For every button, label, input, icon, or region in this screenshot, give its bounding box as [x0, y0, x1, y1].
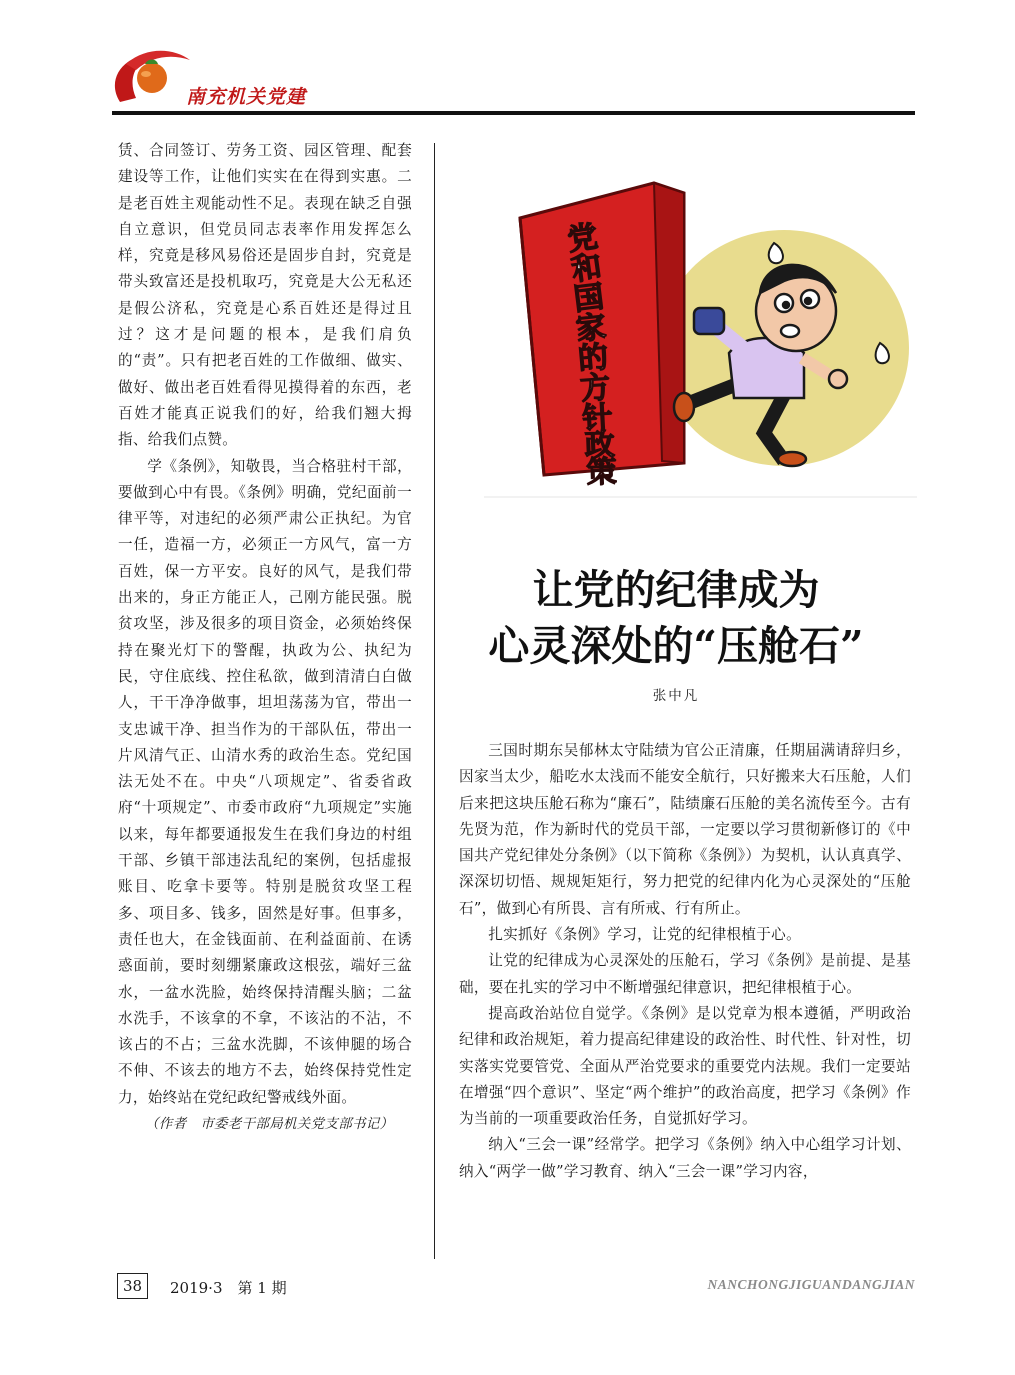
article-title-line-2: 心灵深处的“压舱石”: [488, 622, 864, 670]
article-body: [459, 738, 911, 1185]
page-number: 38: [117, 1273, 148, 1299]
book-char: 党: [565, 219, 600, 259]
article-title: [440, 562, 912, 674]
left-paragraph: 赁、合同签订、劳务工资、园区管理、配套建设等工作，让他们实实在在得到实惠。二是老百姓主观能动性不足。表现在缺乏自强自立意识，但党员同志表率作用发挥怎么样，究竟是移风易俗还是固步自封，究竟是带头致富还是投机取巧，究竟是大公无私还是假公济私，究竟是心系百姓还是得过且过？这才是问题的根本，是我们肩负的“责”。只有把老百姓的工作做细、做实、做好、做出老百姓看得见摸得着的东西，老百姓才能真正说我们的好，给我们翘大拇指、给我们点赞。: [118, 142, 412, 449]
book-char: 方: [579, 370, 612, 408]
header-rule: [112, 111, 915, 115]
magazine-title: 南充机关党建: [186, 86, 307, 108]
article-title-line-1: 让党的纪律成为: [532, 566, 820, 614]
book-char: 和: [569, 249, 604, 289]
article-paragraph: 让党的纪律成为心灵深处的压舱石，学习《条例》是前提、是基础，要在扎实的学习中不断增强纪律意识，把纪律根植于心。: [459, 952, 911, 996]
book-char: 的: [576, 339, 610, 378]
book-char: 策: [586, 454, 618, 491]
issue-label: 2019·3 第 1 期: [170, 1279, 287, 1297]
article-paragraph: 纳入“三会一课”经常学。把学习《条例》纳入中心组学习计划、纳入“两学一做”学习教育、纳入“三会一课”学习内容，: [459, 1136, 911, 1180]
left-paragraph: 学《条例》，知敬畏，当合格驻村干部，要做到心中有畏。《条例》明确，党纪面前一律平等，对违纪的必须严肃公正执纪。为官一任，造福一方，必须正一方风气，富一方百姓，保一方平安。良好的风气，是我们带出来的，身正方能正人，己刚方能民强。脱贫攻坚，涉及很多的项目资金，必须始终保持在聚光灯下的警醒，执政为公、执纪为民，守住底线、控住私欲，做到清清白白做人，干干净净做事，坦坦荡荡为官，带出一支忠诚干净、担当作为的干部队伍，带出一片风清气正、山清水秀的政治生态。党纪国法无处不在。中央“八项规定”、省委省政府“十项规定”、市委市政府“九项规定”实施以来，每年都要通报发生在我们身边的村组干部、乡镇干部违法乱纪的案例，包括虚报账目、吃拿卡要等。特别是脱贫攻坚工程多、项目多、钱多，固然是好事。但事多，责任也大，在金钱面前、在利益面前、在诱惑面前，要时刻绷紧廉政这根弦，端好三盆水，一盆水洗脸，始终保持清醒头脑；二盆水洗手，不该拿的不拿，不该沾的不沾，不该占的不占；三盆水洗脚，不该伸腿的场合不伸、不该去的地方不去，始终保持党性定力，始终站在党纪政纪警戒线外面。: [118, 457, 412, 1106]
left-column: [118, 138, 412, 1137]
book-char: 家: [574, 309, 608, 348]
cartoon-illustration: [484, 143, 917, 498]
book-char: 针: [581, 400, 614, 437]
magazine-logo-icon: [112, 44, 192, 110]
article-paragraph: 三国时期东吴郁林太守陆绩为官公正清廉，任期届满请辞归乡，因家当太少，船吃水太浅而不能安全航行，只好搬来大石压舱，人们后来把这块压舱石称为“廉石”，陆绩廉石压舱的美名流传至今。古有先贤为范，作为新时代的党员干部，一定要以学习贯彻新修订的《中国共产党纪律处分条例》（以下简称《条例》）为契机，认认真真学、深深切切悟、规规矩矩行，努力把党的纪律内化为心灵深处的“压舱石”，做到心有所畏、言有所戒、行有所止。: [459, 742, 911, 917]
book-char: 国: [571, 279, 606, 318]
footer-masthead: NANCHONGJIGUANDANGJIAN: [707, 1277, 915, 1292]
author-signature: （作者 市委老干部局机关党支部书记）: [145, 1115, 394, 1132]
article-paragraph: 提高政治站位自觉学。《条例》是以党章为根本遵循，严明政治纪律和政治规矩，着力提高纪律建设的政治性、时代性、针对性，切实落实党要管党、全面从严治党要求的重要党内法规。我们一定要站在增强“四个意识”、坚定“两个维护”的政治高度，把学习《条例》作为当前的一项重要政治任务，自觉抓好学习。: [459, 1004, 911, 1128]
article-paragraph: 扎实抓好《条例》学习，让党的纪律根植于心。: [488, 926, 801, 944]
column-divider: [434, 143, 435, 1259]
article-author: 张中凡: [652, 688, 700, 704]
book-char: 政: [584, 427, 616, 464]
